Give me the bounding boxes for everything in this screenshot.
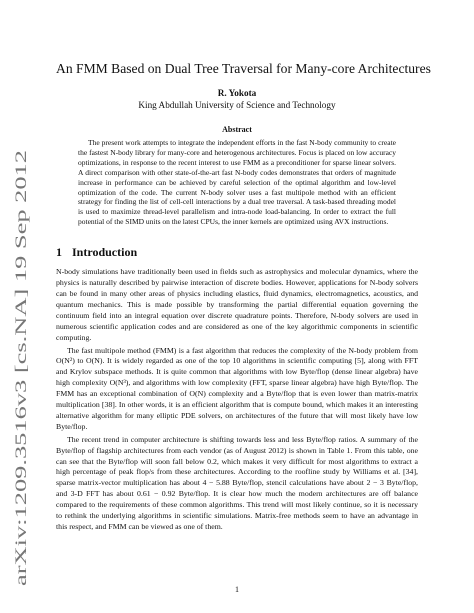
arxiv-side-stamp	[4, 148, 34, 588]
paper-page	[56, 60, 431, 533]
abstract-text: The present work attempts to integrate the independent efforts in the fast N-body community to create the fastest N-body library for many-core and heterogenous architectures. Focus is placed on low accuracy optimizations, in response to the recent interest to use FMM as a preconditioner for sparse linear solvers. A direct comparison with other state-of-the-art fast N-body codes demonstrates that orders of magnitude increase in performance can be achieved by careful selection of the optimal algorithm and low-level optimization of the code. The current N-body solver uses a fast multipole method with an efficient strategy for finding the list of cell-cell interactions by a dual tree traversal. A task-based threading model is used to maximize thread-level parallelism and intra-node load-balancing. In order to extract the full potential of the SIMD units on the latest CPUs, the inner kernels are optimized using AVX instructions.	[78, 138, 396, 227]
paper-title: An FMM Based on Dual Tree Traversal for Many-core Architectures	[56, 61, 431, 76]
section-number: 1	[56, 245, 62, 260]
intro-paragraph-3: The recent trend in computer architecture is shifting towards less and less Byte/flop ratios. A summary of the Byte/flop of flagship architectures from each vendor (as of August 2012) is shown in Table 1. From this table, one can see that the Byte/flop will soon fall below 0.2, which makes it very difficult for most algorithms to extract a high percentage of peak flop/s from these architectures. According to the roofline study by Williams et al. [34], sparse matrix-vector multiplication has about 4 − 5.88 Byte/flop, stencil calculations have about 2 − 3 Byte/flop, and 3-D FFT has about 0.61 − 0.92 Byte/flop. It is clear how much the modern architectures are off balance compared to the requirements of these common algorithms. This trend will most likely continue, so it is necessary to rethink the underlying algorithms in scientific simulations. Matrix-free methods seem to have an advantage in this respect, and FMM can be viewed as one of them.	[56, 434, 418, 531]
abstract-heading: Abstract	[222, 125, 252, 134]
section-title: Introduction	[72, 245, 138, 260]
author-name: R. Yokota	[217, 88, 257, 98]
section-heading	[56, 245, 418, 260]
intro-paragraph-1: N-body simulations have traditionally been used in fields such as astrophysics and molecular dynamics, where the physics is naturally described by pairwise interaction of discrete bodies. However, applications for N-body solvers can be found in many other areas of physics including elastics, fluid dynamics, electromagnetics, acoustics, and quantum mechanics. This is made possible by transforming the partial differential equation governing the continuum field into an integral equation over discrete quadrature points. Therefore, N-body solvers are used in numerous scientific application codes and are considered as one of the key algorithmic components in scientific computing.	[56, 267, 418, 342]
arxiv-stamp-text: arXiv:1209.3516v3 [cs.NA] 19 Sep 2012	[13, 332, 30, 586]
intro-paragraph-2: The fast multipole method (FMM) is a fast algorithm that reduces the complexity of the N-body problem from O(N²) to O(N). It is widely regarded as one of the top 10 algorithms in scientific computing [5], along with FFT and Krylov subspace methods. It is quite common that algorithms with low Byte/flop (dense linear algebra) have high complexity O(N³), and algorithms with low complexity (FFT, sparse linear algebra) have high Byte/flop. The FMM has an exceptional combination of O(N) complexity and a Byte/flop that is even lower than matrix-matrix multiplication [38]. In other words, it is an efficient algorithm that is compute bound, which makes it an interesting alternative algorithm for many elliptic PDE solvers, on architectures of the future that will most likely have low Byte/flop.	[56, 345, 418, 431]
author-affiliation: King Abdullah University of Science and Technology	[138, 100, 336, 110]
page-number: 1	[235, 585, 239, 594]
